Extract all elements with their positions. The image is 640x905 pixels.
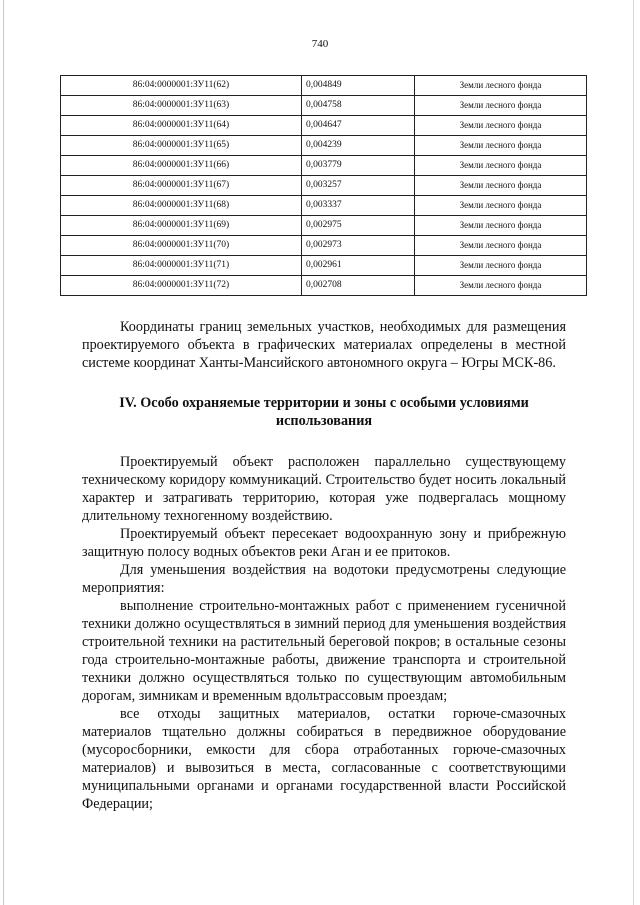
page-number: 740 — [311, 38, 329, 50]
land-category-cell: Земли лесного фонда — [415, 176, 587, 196]
list-item-paragraph: все отходы защитных материалов, остатки горюче-смазочных материалов тщательно должны собираться в передвижное оборудование (мусоросборники, емкости для сбора отработанных горюче-смазочных материалов) и вывозиться в места, согласованные с соответствующими муниципальными органами и органами государственной власти Российской Федерации; — [82, 706, 566, 812]
table-row — [61, 76, 587, 96]
land-category-cell: Земли лесного фонда — [415, 236, 587, 256]
parcel-area-cell: 0,004758 — [302, 96, 415, 116]
parcel-area-cell: 0,004647 — [302, 116, 415, 136]
parcel-id-cell: 86:04:0000001:ЗУ11(69) — [61, 216, 302, 236]
parcel-id-cell: 86:04:0000001:ЗУ11(63) — [61, 96, 302, 116]
land-category-cell: Земли лесного фонда — [415, 256, 587, 276]
land-category-cell: Земли лесного фонда — [415, 136, 587, 156]
document-body — [82, 318, 566, 813]
land-category-cell: Земли лесного фонда — [415, 196, 587, 216]
land-category-cell: Земли лесного фонда — [415, 276, 587, 296]
body-paragraph: Проектируемый объект пересекает водоохранную зону и прибрежную защитную полосу водных объектов реки Аган и ее притоков. — [82, 526, 566, 560]
parcel-area-cell: 0,003257 — [302, 176, 415, 196]
land-parcels-table — [60, 75, 587, 296]
parcel-area-cell: 0,003337 — [302, 196, 415, 216]
scan-edge-right — [633, 0, 634, 905]
land-category-cell: Земли лесного фонда — [415, 96, 587, 116]
parcel-id-cell: 86:04:0000001:ЗУ11(64) — [61, 116, 302, 136]
parcel-id-cell: 86:04:0000001:ЗУ11(66) — [61, 156, 302, 176]
table-row — [61, 96, 587, 116]
land-category-cell: Земли лесного фонда — [415, 76, 587, 96]
body-paragraph: Для уменьшения воздействия на водотоки предусмотрены следующие мероприятия: — [82, 562, 566, 596]
table-row — [61, 136, 587, 156]
land-category-cell: Земли лесного фонда — [415, 156, 587, 176]
parcel-id-cell: 86:04:0000001:ЗУ11(65) — [61, 136, 302, 156]
parcel-area-cell: 0,004849 — [302, 76, 415, 96]
parcel-id-cell: 86:04:0000001:ЗУ11(62) — [61, 76, 302, 96]
table-row — [61, 276, 587, 296]
scan-edge-left — [3, 0, 4, 905]
parcel-area-cell: 0,002708 — [302, 276, 415, 296]
parcel-area-cell: 0,003779 — [302, 156, 415, 176]
parcel-id-cell: 86:04:0000001:ЗУ11(71) — [61, 256, 302, 276]
parcel-id-cell: 86:04:0000001:ЗУ11(72) — [61, 276, 302, 296]
parcel-id-cell: 86:04:0000001:ЗУ11(70) — [61, 236, 302, 256]
list-item-paragraph: выполнение строительно-монтажных работ с применением гусеничной техники должно осуществляться в зимний период для уменьшения воздействия строительной техники на растительный береговой покров; в остальные сезоны года строительно-монтажные работы, движение транспорта и строительной техники должно осуществляться только по существующим автомобильным дорогам, зимникам и временным вдольтрассовым проездам; — [82, 598, 566, 704]
table-row — [61, 236, 587, 256]
table-row — [61, 116, 587, 136]
land-category-cell: Земли лесного фонда — [415, 116, 587, 136]
land-category-cell: Земли лесного фонда — [415, 216, 587, 236]
coordinates-paragraph: Координаты границ земельных участков, необходимых для размещения проектируемого объекта в графических материалах определены в местной системе координат Ханты-Мансийского автономного округа – Югры МСК-86. — [82, 319, 566, 371]
table-row — [61, 216, 587, 236]
parcel-id-cell: 86:04:0000001:ЗУ11(67) — [61, 176, 302, 196]
table-row — [61, 196, 587, 216]
parcel-area-cell: 0,002961 — [302, 256, 415, 276]
section-heading: IV. Особо охраняемые территории и зоны с особыми условиями использования — [119, 395, 529, 429]
table-row — [61, 176, 587, 196]
body-paragraph: Проектируемый объект расположен параллельно существующему техническому коридору коммуникаций. Строительство будет носить локальный характер и затрагивать территорию, которая уже подвергалась мощному длительному техногенному воздействию. — [82, 454, 566, 524]
table-row — [61, 256, 587, 276]
parcel-area-cell: 0,002975 — [302, 216, 415, 236]
parcel-area-cell: 0,002973 — [302, 236, 415, 256]
table-row — [61, 156, 587, 176]
parcel-area-cell: 0,004239 — [302, 136, 415, 156]
parcel-id-cell: 86:04:0000001:ЗУ11(68) — [61, 196, 302, 216]
